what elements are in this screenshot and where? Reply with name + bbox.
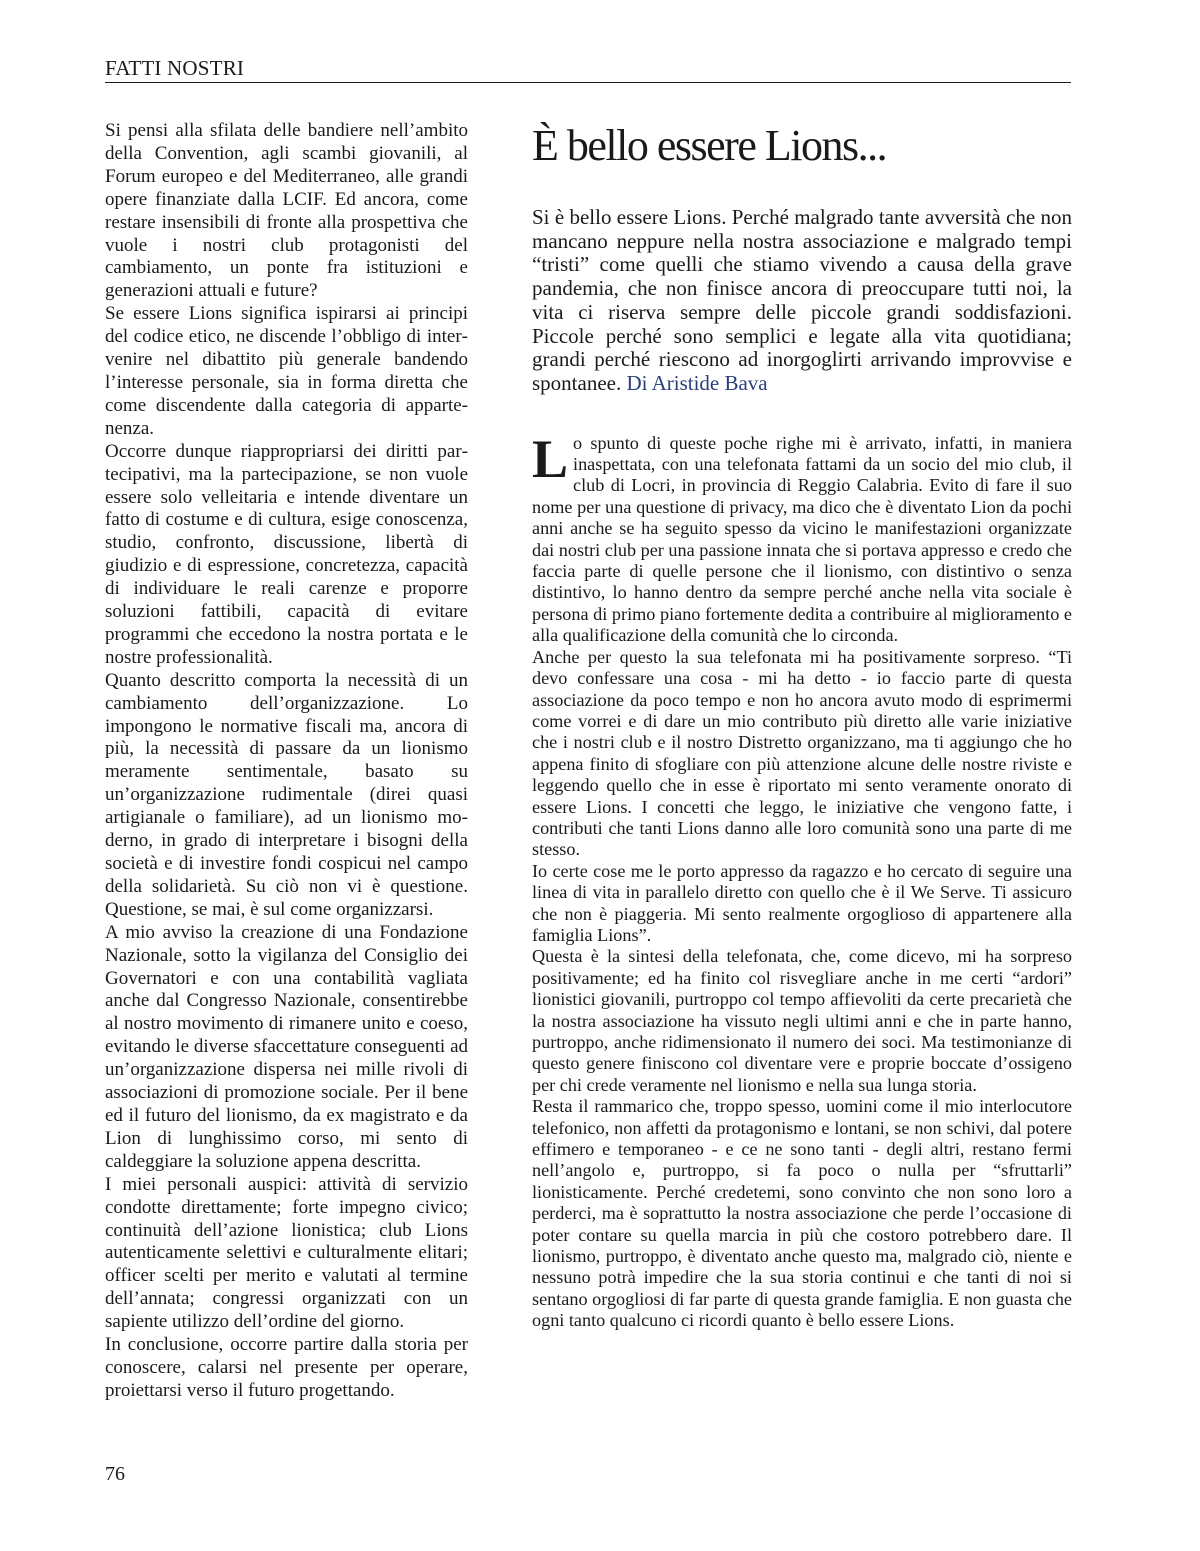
- left-paragraph: Se essere Lions significa ispirarsi ai principi del codice etico, ne discende l’obbligo di intervenire nel dibattito più generale bandendo l’interesse personale, sia in forma diretta che come discendente dalla categoria di appartenenza.: [105, 303, 468, 439]
- left-paragraph: Si pensi alla sfilata delle bandiere nell’ambito della Convention, agli scambi giovanili, al Forum europeo e del Mediterraneo, alle grandi opere finanziate dalla LCIF. Ed ancora, come restare insensibili di fronte alla prospettiva che vuole i nostri club protagonisti del cambiamento, un ponte fra istituzioni e generazioni attuali e future?: [105, 120, 468, 302]
- left-paragraph: A mio avviso la creazione di una Fondazione Nazionale, sotto la vigilanza del Consiglio dei Governatori e con una contabilità vagliata anche dal Congresso Nazionale, consentirebbe al nostro movimento di rimanere unito e coeso, evitando le diverse sfaccettature conseguenti ad un’organizzazione dispersa nei mille rivoli di associazioni di promozione sociale. Per il bene ed il futuro del lionismo, da ex magistrato e da Lion di lunghissimo corso, mi sento di caldeggiare la soluzione appena descritta.: [105, 921, 468, 1172]
- article-body: [532, 428, 1072, 1332]
- article-headline: È bello essere Lions...: [532, 121, 887, 170]
- article-paragraph: Questa è la sintesi della telefonata, che, come dicevo, mi ha sorpreso positivamente; ed ha finito col risvegliare anche in me certi “ardori” lionistici giovanili, purtroppo col tempo affievoliti da certe precarietà che la nostra associazione ha vissuto negli ultimi anni e che in parte hanno, purtroppo, anche ridimensionato il numero dei soci. Ma testimonianze di questo genere finiscono col diventare vere e proprie boccate d’ossigeno per chi crede veramente nel lionismo e nella sua lunga storia.: [532, 946, 1072, 1095]
- first-paragraph-text: o spunto di queste poche righe mi è arrivato, infatti, in maniera inaspettata, con una telefonata fattami da un socio del mio club, il club di Locri, in provincia di Reggio Calabria. Evito di fare il suo nome per una questione di privacy, ma dico che è diventato Lion da pochi anni anche se ha seguito spesso da vicino le manifestazioni organizzate dai nostri club per una passione innata che si portava appresso e credo che faccia parte di quelle persone che il lionismo, con distintivo o senza distintivo, lo hanno dentro da sempre perché anche nella vita sociale è persona di primo piano fortemente dedita a contribuire al miglioramento e alla qualificazione della comunità che lo circonda.: [532, 432, 1072, 646]
- left-paragraph: Occorre dunque riappropriarsi dei diritti partecipativi, ma la partecipazione, se non vuole essere solo velleitaria e intende diventare un fatto di costume e di cultura, esige conoscenza, studio, confronto, discussione, libertà di giudizio e di espressione, concretezza, capacità di individuare le reali carenze e proporre soluzioni fattibili, capacità di evitare programmi che eccedono la nostra portata e le nostre professionalità.: [105, 440, 468, 668]
- page-number: 76: [105, 1463, 125, 1485]
- left-paragraph: I miei personali auspici: attività di servizio condotte direttamente; forte impegno civico; continuità dell’azione lionistica; club Lions autenticamente selettivi e culturalmente elitari; officer scelti per merito e valutati al termine dell’annata; congressi organizzati con un sapiente utilizzo dell’ordine del giorno.: [105, 1173, 468, 1333]
- article-paragraph: Anche per questo la sua telefonata mi ha positivamente sorpreso. “Ti devo confessare una cosa - mi ha detto - io faccio parte di questa associazione da poco tempo e non ho ancora avuto modo di esprimermi come vorrei e di dare un mio contributo più diretto alle varie iniziative che i nostri club e il nostro Distretto organizzano, ma ti aggiungo che ho appena finito di sfogliare con più attenzione alcune delle nostre riviste e leggendo quello che in esse è riportato mi sento veramente onorato di essere Lions. I concetti che leggo, le iniziative che vengono fatte, i contributi che tanti Lions danno alle loro comunità sono una parte di me stesso.: [532, 646, 1072, 860]
- article: [532, 118, 1072, 1332]
- left-paragraph: In conclusione, occorre partire dalla storia per conoscere, calarsi nel presente per operare, proiettarsi verso il futuro progettando.: [105, 1334, 468, 1401]
- left-paragraph: Quanto descritto comporta la necessità di un cambiamento dell’organizzazione. Lo impongono le normative fiscali ma, ancora di più, la necessità di passare da un lionismo meramente sentimentale, basato su un’organizzazione rudimentale (direi quasi artigianale o familiare), ad un lionismo moderno, in grado di interpretare i bisogni della società e di investire fondi cospicui nel campo della solidarietà. Su ciò non vi è questione. Questione, se mai, è sul come organizzarsi.: [105, 669, 468, 920]
- drop-cap: L: [532, 428, 569, 489]
- article-paragraph: Io certe cose me le porto appresso da ragazzo e ho cercato di seguire una linea di vita in parallelo diretto con quello che è il We Serve. Ti assicuro che non è piaggeria. Mi sento realmente orgoglioso di appartenere alla famiglia Lions”.: [532, 860, 1072, 945]
- article-byline: Di Aristide Bava: [626, 370, 768, 395]
- article-paragraph: [532, 428, 1072, 647]
- section-label: FATTI NOSTRI: [105, 56, 245, 80]
- left-column: [105, 120, 468, 1403]
- article-intro: [532, 206, 1072, 396]
- article-intro-text: Si è bello essere Lions. Perché malgrado tante avversità che non mancano neppure nella nostra associazione e malgrado tempi “tristi” come quelli che stiamo vivendo a causa della grave pandemia, che non finisce ancora di preoccupare tutti noi, la vita ci riserva sempre delle piccole grandi soddisfazioni. Piccole perché sono semplici e legate alla vita quotidiana; grandi perché riescono ad inorgoglirti arrivando improvvise e spontanee.: [532, 205, 1072, 395]
- article-paragraph: Resta il rammarico che, troppo spesso, uomini come il mio interlocutore telefonico, non affetti da protagonismo e lontani, se non schivi, dal potere effimero e temporaneo - e ce ne sono tanti - degli altri, restano fermi nell’angolo e, purtroppo, si fa poco o nulla per “sfruttarli” lionisticamente. Perché credetemi, sono convinto che non sono loro a perderci, ma è soprattutto la nostra associazione che perde l’occasione di poter contare su quella marcia in più che costoro potrebbero dare. Il lionismo, purtroppo, è diventato anche questo ma, malgrado ciò, niente e nessuno potrà impedire che la sua storia continui e che tanti di noi si sentano orgogliosi di far parte di questa grande famiglia. E non guasta che ogni tanto qualcuno ci ricordi quanto è bello essere Lions.: [532, 1096, 1072, 1331]
- header-divider: [105, 82, 1071, 83]
